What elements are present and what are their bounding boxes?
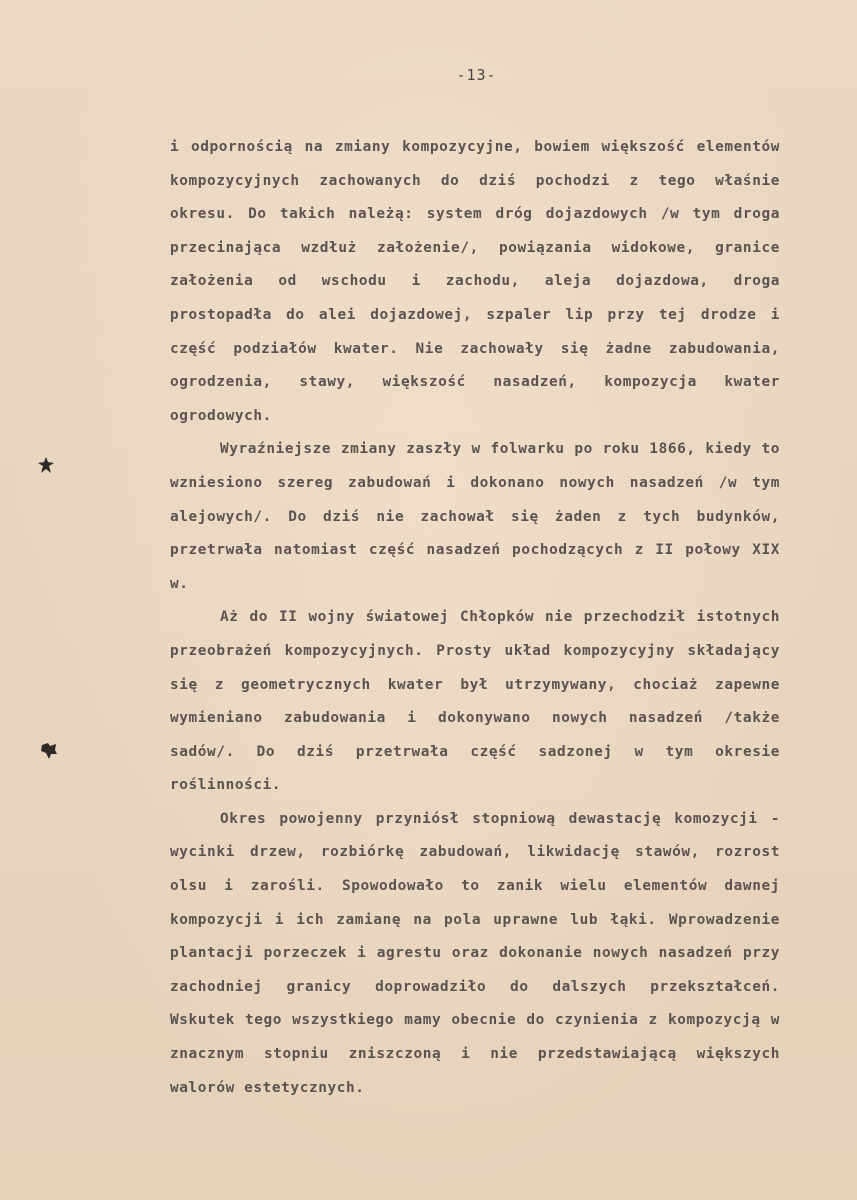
body-text: [170, 131, 780, 1105]
ink-blot-icon: [37, 456, 55, 474]
page-number: -13-: [456, 66, 497, 84]
paragraph-1: i odpornością na zmiany kompozycyjne, bowiem większość elementów kompozycyjnych zachowanych do dziś pochodzi z tego właśnie okresu. Do takich należą: system dróg dojazdowych /w tym droga przecinająca wzdłuż założenie/, powiązania widokowe, granice założenia od wschodu i zachodu, aleja dojazdowa, droga prostopadła do alei dojazdowej, szpaler lip przy tej drodze i część podziałów kwater. Nie zachowały się żadne zabudowania, ogrodzenia, stawy, większość nasadzeń, kompozycja kwater ogrodowych.: [170, 139, 780, 424]
paragraph-4: Okres powojenny przyniósł stopniową dewastację komozycji - wycinki drzew, rozbiórkę zabudowań, likwidację stawów, rozrost olsu i zarośli. Spowodowało to zanik wielu elementów dawnej kompozycji i ich zamianę na pola uprawne lub łąki. Wprowadzenie plantacji porzeczek i agrestu oraz dokonanie nowych nasadzeń przy zachodniej granicy doprowadziło do dalszych przekształceń. Wskutek tego wszystkiego mamy obecnie do czynienia z kompozycją w znacznym stopniu zniszczoną i nie przedstawiającą większych walorów estetycznych.: [170, 810, 780, 1096]
paragraph-3: Aż do II wojny światowej Chłopków nie przechodził istotnych przeobrażeń kompozycyjnych. Prosty układ kompozycyjny składający się z geometrycznych kwater był utrzymywany, chociaż zapewne wymieniano zabudowania i dokonywano nowych nasadzeń /także sadów/. Do dziś przetrwała część sadzonej w tym okresie roślinności.: [170, 609, 780, 794]
ink-blot-icon: [40, 742, 58, 760]
paragraph-2: Wyraźniejsze zmiany zaszły w folwarku po roku 1866, kiedy to wzniesiono szereg zabudowań i dokonano nowych nasadzeń /w tym alejowych/. Do dziś nie zachował się żaden z tych budynków, przetrwała natomiast część nasadzeń pochodzących z II połowy XIX w.: [170, 441, 780, 592]
